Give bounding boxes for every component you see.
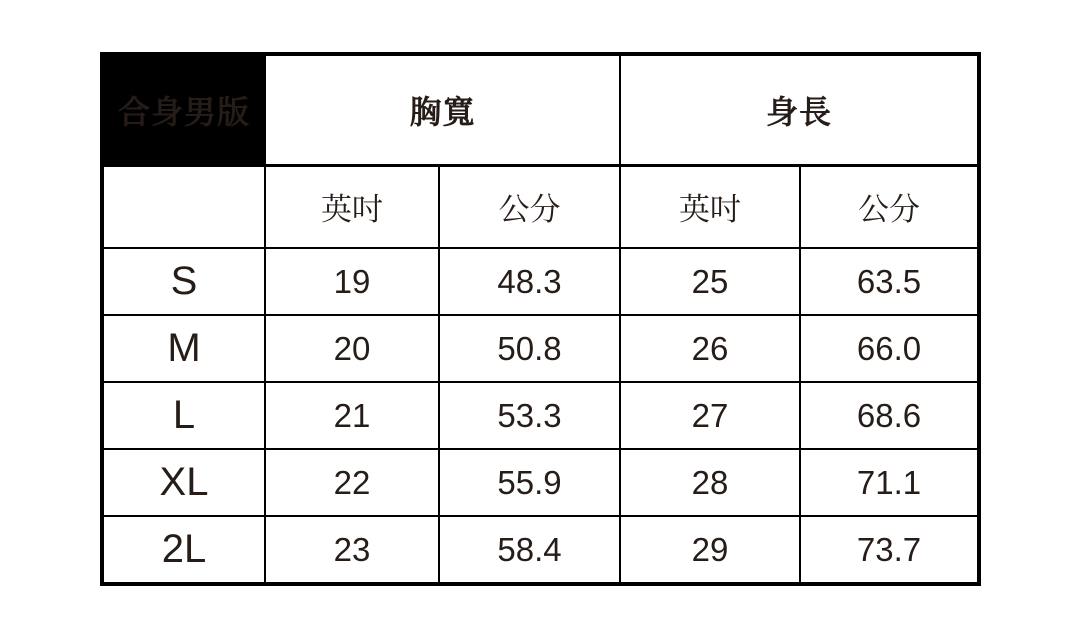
chest-cm-value: 50.8	[439, 315, 620, 382]
chest-inch-value: 20	[265, 315, 439, 382]
size-chart-table	[100, 52, 981, 586]
length-inch-value: 28	[620, 449, 800, 516]
table-row-m	[102, 315, 979, 382]
table-row-l	[102, 382, 979, 449]
group-header-body-length: 身長	[620, 54, 979, 165]
corner-title-cell: 合身男版	[102, 54, 265, 165]
length-cm-value: 71.1	[800, 449, 979, 516]
length-inch-value: 27	[620, 382, 800, 449]
unit-header-length-cm: 公分	[800, 165, 979, 248]
chest-inch-value: 23	[265, 516, 439, 584]
size-label-cell: 2L	[102, 516, 265, 584]
length-cm-value: 73.7	[800, 516, 979, 584]
size-label-cell: XL	[102, 449, 265, 516]
chest-cm-value: 53.3	[439, 382, 620, 449]
table-row-2l	[102, 516, 979, 584]
unit-header-chest-inch: 英吋	[265, 165, 439, 248]
unit-header-chest-cm: 公分	[439, 165, 620, 248]
unit-header-row	[102, 165, 979, 248]
size-label-cell: L	[102, 382, 265, 449]
unit-header-length-inch: 英吋	[620, 165, 800, 248]
empty-corner-cell	[102, 165, 265, 248]
table-row-s	[102, 248, 979, 315]
length-cm-value: 68.6	[800, 382, 979, 449]
length-inch-value: 26	[620, 315, 800, 382]
chest-cm-value: 48.3	[439, 248, 620, 315]
chest-inch-value: 21	[265, 382, 439, 449]
length-inch-value: 29	[620, 516, 800, 584]
length-inch-value: 25	[620, 248, 800, 315]
length-cm-value: 63.5	[800, 248, 979, 315]
length-cm-value: 66.0	[800, 315, 979, 382]
group-header-row	[102, 54, 979, 165]
chest-inch-value: 22	[265, 449, 439, 516]
size-label-cell: S	[102, 248, 265, 315]
table-row-xl	[102, 449, 979, 516]
size-label-cell: M	[102, 315, 265, 382]
chest-cm-value: 58.4	[439, 516, 620, 584]
chest-cm-value: 55.9	[439, 449, 620, 516]
chest-inch-value: 19	[265, 248, 439, 315]
group-header-chest-width: 胸寬	[265, 54, 620, 165]
